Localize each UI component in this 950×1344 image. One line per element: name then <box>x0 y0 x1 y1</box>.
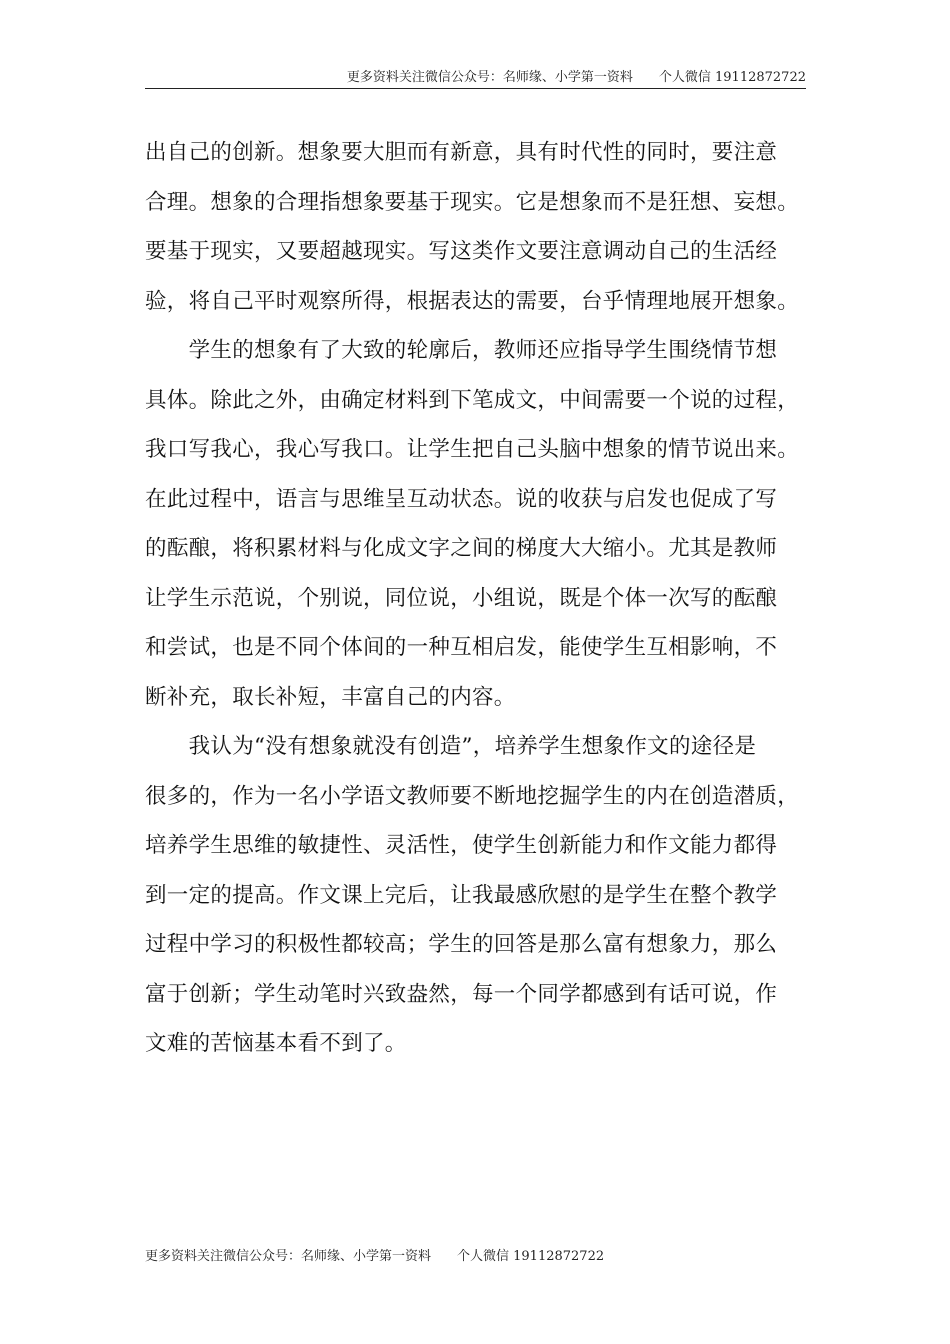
text-line: 出自己的创新。想象要大胆而有新意，具有时代性的同时，要注意 <box>145 140 778 165</box>
text-line: 培养学生思维的敏捷性、灵活性，使学生创新能力和作文能力都得 <box>145 833 778 858</box>
footer-text: 更多资料关注微信公众号：名师缘、小学第一资料 个人微信 19112872722 <box>145 1249 605 1264</box>
text-line: 学生的想象有了大致的轮廓后，教师还应指导学生围绕情节想 <box>145 338 778 363</box>
text-line: 富于创新；学生动笔时兴致盎然，每一个同学都感到有话可说，作 <box>145 981 778 1007</box>
text-line: 合理。想象的合理指想象要基于现实。它是想象而不是狂想、妄想。 <box>145 189 800 215</box>
text-line: 让学生示范说，个别说，同位说，小组说，既是个体一次写的酝酿 <box>145 585 778 611</box>
text-line: 我认为“没有想象就没有创造”，培养学生想象作文的途径是 <box>145 734 757 759</box>
text-line: 验，将自己平时观察所得，根据表达的需要，台乎情理地展开想象。 <box>145 288 800 314</box>
text-line: 到一定的提高。作文课上完后，让我最感欣慰的是学生在整个教学 <box>145 882 778 908</box>
text-line: 我口写我心，我心写我口。让学生把自己头脑中想象的情节说出来。 <box>145 437 800 462</box>
text-line: 很多的，作为一名小学语文教师要不断地挖掘学生的内在创造潜质， <box>145 783 800 809</box>
text-line: 具体。除此之外，由确定材料到下笔成文，中间需要一个说的过程， <box>145 387 800 413</box>
text-line: 在此过程中，语言与思维呈互动状态。说的收获与启发也促成了写 <box>145 486 778 512</box>
text-line: 和尝试，也是不同个体间的一种互相启发，能使学生互相影响，不 <box>145 635 778 660</box>
text-line: 文难的苦恼基本看不到了。 <box>145 1031 407 1056</box>
text-line: 断补充，取长补短，丰富自己的内容。 <box>145 684 516 710</box>
document-body <box>145 128 813 1069</box>
page-header <box>145 66 806 89</box>
page-footer <box>145 1245 806 1265</box>
text-line: 的酝酿，将积累材料与化成文字之间的梯度大大缩小。尤其是教师 <box>145 536 778 561</box>
header-text: 更多资料关注微信公众号：名师缘、小学第一资料 个人微信 19112872722 <box>346 70 806 85</box>
text-line: 要基于现实，又要超越现实。写这类作文要注意调动自己的生活经 <box>145 239 778 264</box>
text-line: 过程中学习的积极性都较高；学生的回答是那么富有想象力，那么 <box>145 932 778 957</box>
